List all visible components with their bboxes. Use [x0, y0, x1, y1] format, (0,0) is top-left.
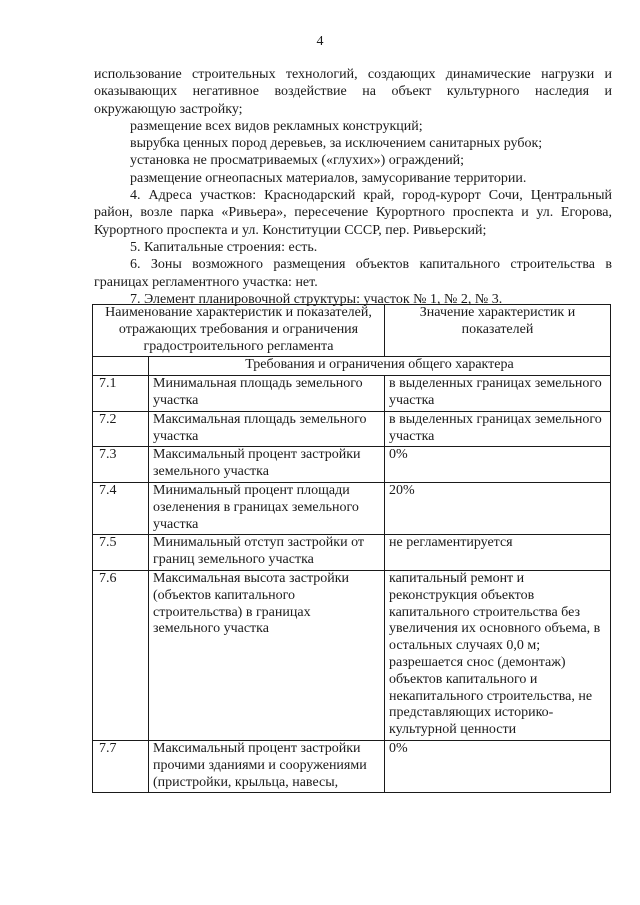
section-title-cell: Требования и ограничения общего характера	[149, 357, 611, 376]
row-value-cell: не регламентируется	[385, 535, 611, 571]
row-value-cell: 20%	[385, 482, 611, 534]
table-row	[93, 482, 611, 534]
table-header-row	[93, 305, 611, 357]
paragraph-addresses: 4. Адреса участков: Краснодарский край, город-курорт Сочи, Центральный район, возле парка «Ривьера», пересечение Курортного проспекта и ул. Егорова, Курортного проспекта и ул. Конституции СССР, пер. Ривьерский;	[94, 188, 612, 238]
regulation-table	[92, 304, 611, 793]
table-section-row	[93, 357, 611, 376]
row-name-cell: Максимальный процент застройки земельного участка	[149, 447, 385, 483]
table-row	[93, 376, 611, 412]
header-value-cell: Значение характеристик и показателей	[385, 305, 611, 357]
body-text	[94, 66, 612, 308]
table-row	[93, 411, 611, 447]
paragraph-tree-felling: вырубка ценных пород деревьев, за исключением санитарных рубок;	[130, 136, 543, 152]
row-name-cell: Минимальный процент площади озеленения в границах земельного участка	[149, 482, 385, 534]
row-name-cell: Минимальный отступ застройки от границ земельного участка	[149, 535, 385, 571]
table-row	[93, 535, 611, 571]
paragraph-usage-restriction: использование строительных технологий, создающих динамические нагрузки и оказывающих негативное воздействие на объект культурного наследия и окружающую застройку;	[94, 67, 612, 117]
row-number-cell: 7.7	[93, 740, 149, 792]
row-value-cell: в выделенных границах земельного участка	[385, 376, 611, 412]
row-name-cell: Максимальная площадь земельного участка	[149, 411, 385, 447]
section-empty-cell	[93, 357, 149, 376]
table-row	[93, 740, 611, 792]
row-value-cell: капитальный ремонт и реконструкция объектов капитального строительства без увеличения их основного объема, в остальных случаях 0,0 м; разрешается снос (демонтаж) объектов капитального и некапитального строительства, не представляющих историко-культурной ценности	[385, 570, 611, 740]
row-name-cell: Максимальная высота застройки (объектов капитального строительства) в границах земельного участка	[149, 570, 385, 740]
row-value-cell: 0%	[385, 447, 611, 483]
table-row	[93, 447, 611, 483]
row-number-cell: 7.2	[93, 411, 149, 447]
table-row	[93, 570, 611, 740]
row-name-cell: Максимальный процент застройки прочими зданиями и сооружениями (пристройки, крыльца, навесы,	[149, 740, 385, 792]
paragraph-planning-element: 7. Элемент планировочной структуры: участок № 1, № 2, № 3.	[130, 291, 503, 307]
paragraph-capital-buildings: 5. Капитальные строения: есть.	[130, 239, 318, 255]
row-number-cell: 7.5	[93, 535, 149, 571]
row-name-cell: Минимальная площадь земельного участка	[149, 376, 385, 412]
paragraph-advertising: размещение всех видов рекламных конструкций;	[130, 118, 423, 134]
header-name-cell: Наименование характеристик и показателей, отражающих требования и ограничения градостроительного регламента	[93, 305, 385, 357]
row-number-cell: 7.3	[93, 447, 149, 483]
paragraph-flammable: размещение огнеопасных материалов, замусоривание территории.	[130, 170, 527, 186]
table-rows	[93, 376, 611, 793]
page-number: 4	[316, 34, 324, 49]
paragraph-fences: установка не просматриваемых («глухих») ограждений;	[130, 153, 465, 169]
row-value-cell: 0%	[385, 740, 611, 792]
row-number-cell: 7.1	[93, 376, 149, 412]
row-number-cell: 7.6	[93, 570, 149, 740]
row-number-cell: 7.4	[93, 482, 149, 534]
row-value-cell: в выделенных границах земельного участка	[385, 411, 611, 447]
paragraph-zones: 6. Зоны возможного размещения объектов капитального строительства в границах регламентного участка: нет.	[94, 257, 612, 290]
